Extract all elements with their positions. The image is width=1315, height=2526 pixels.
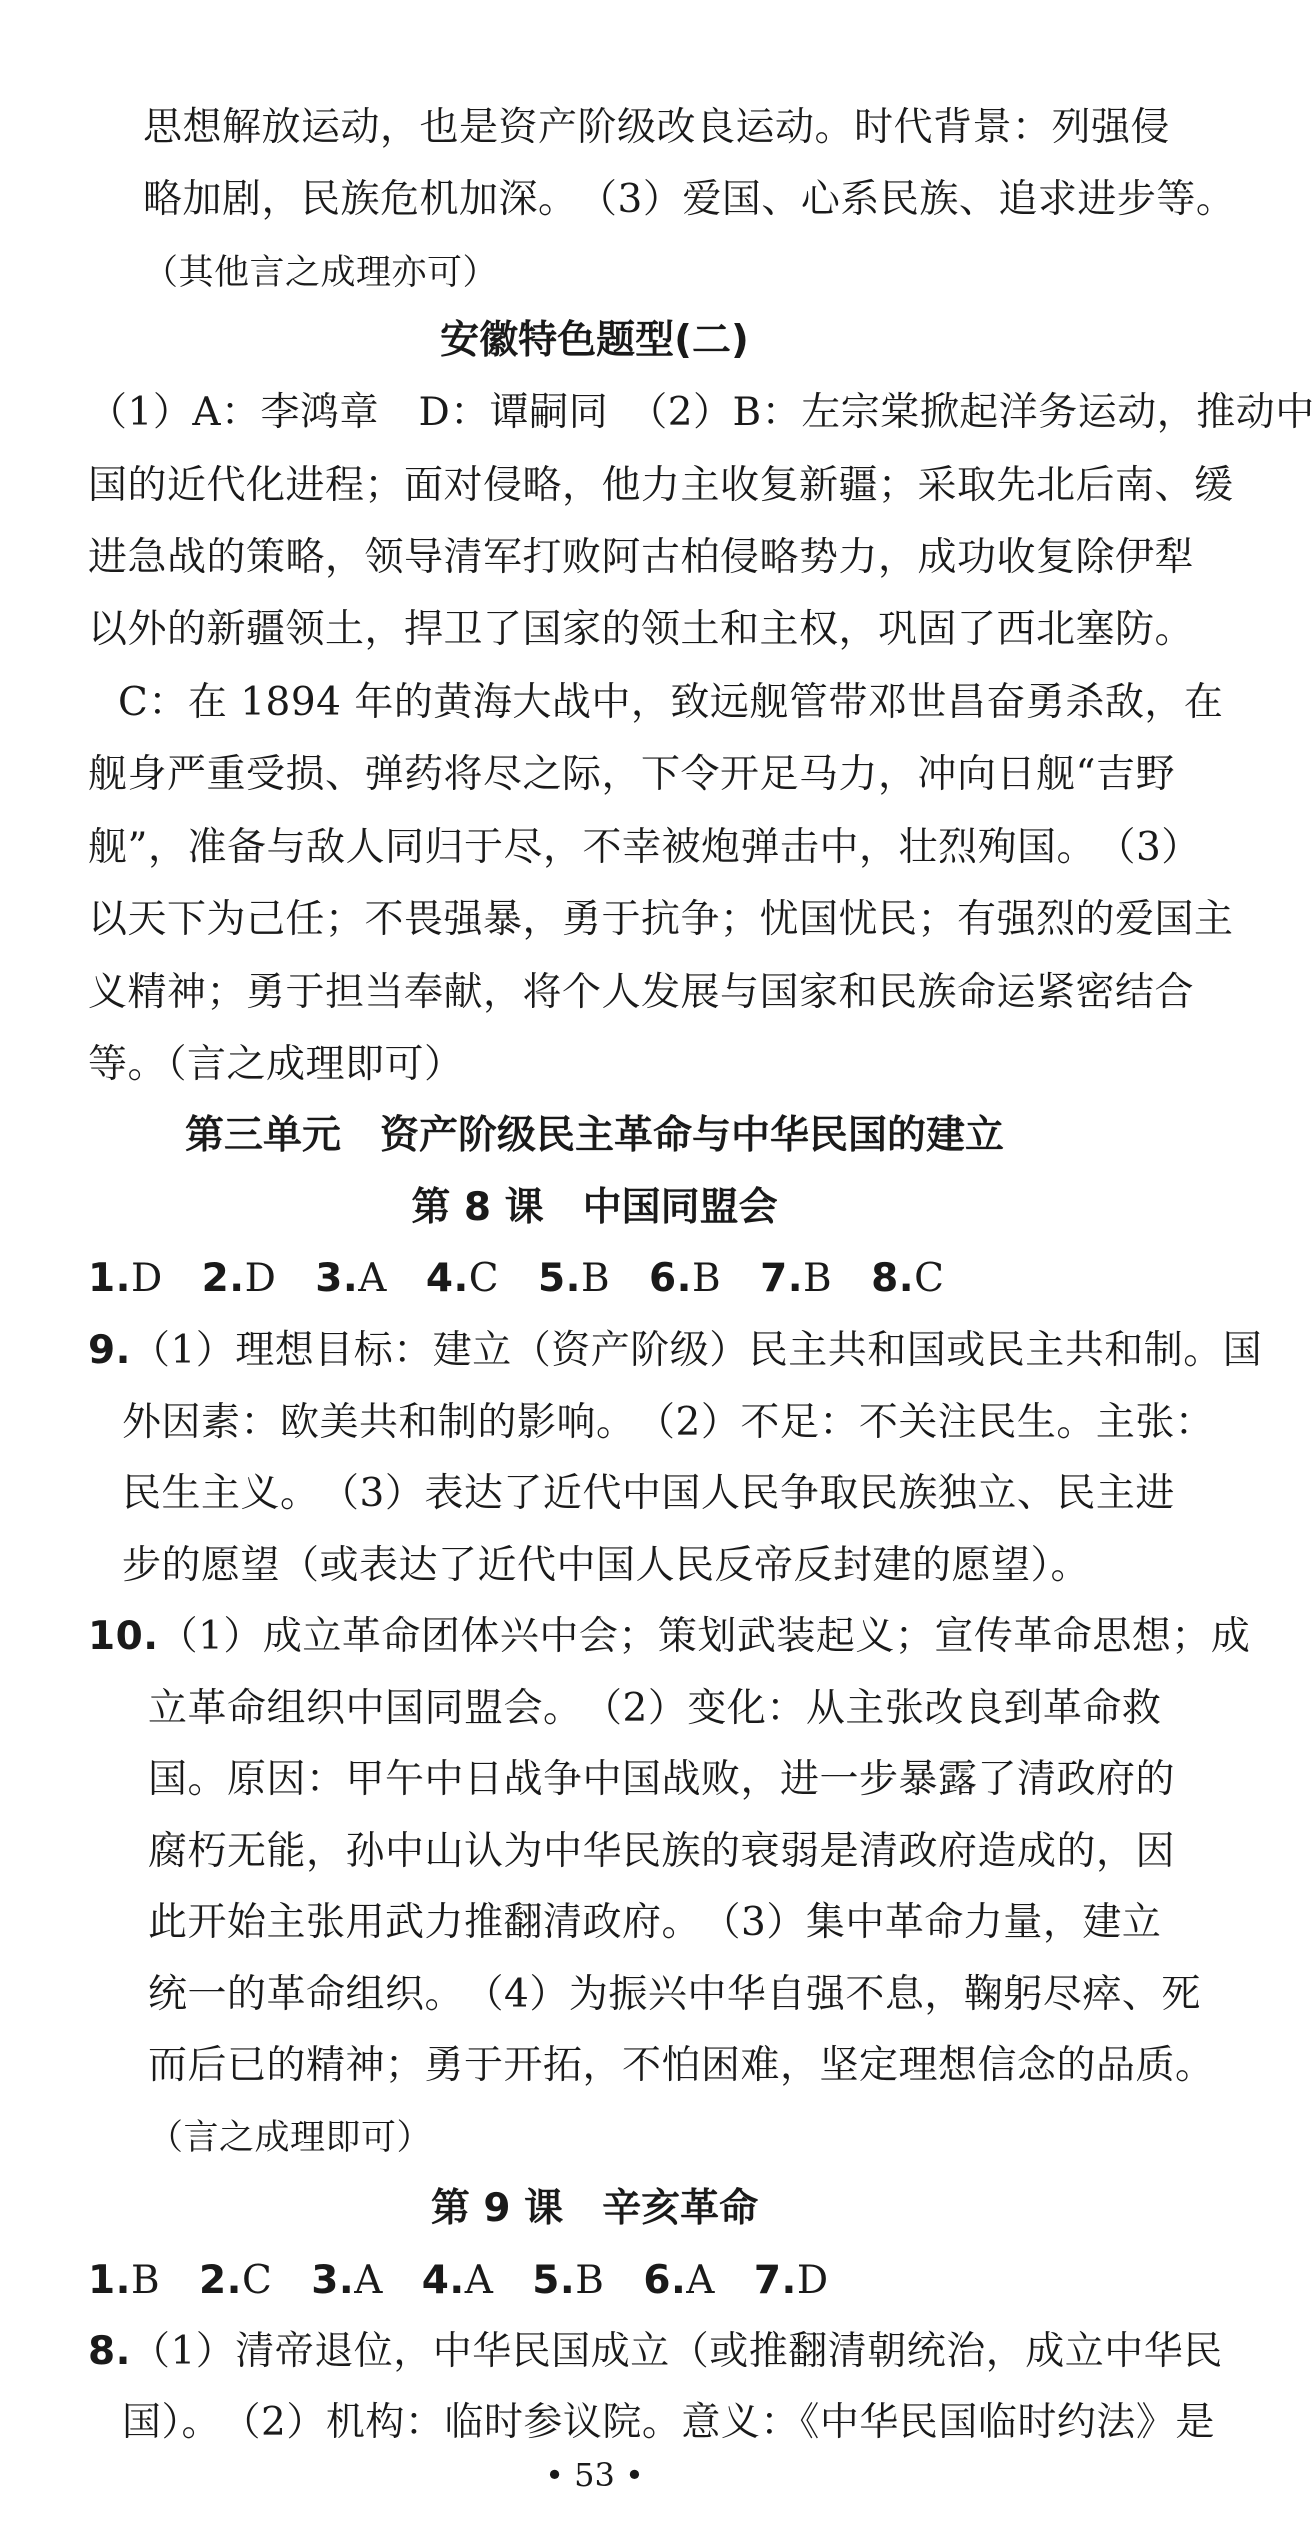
q9-line-3: 民生主义。 （3）表达了近代中国人民争取民族独立、民主进: [122, 1471, 1175, 1516]
q9-number: 9.: [88, 1328, 131, 1373]
q8-line-1: 8.（1）清帝退位，中华民国成立（或推翻清朝统治，成立中华民: [88, 2329, 1223, 2374]
q10-line-7: 而后已的精神；勇于开拓，不怕困难，坚定理想信念的品质。: [148, 2043, 1215, 2088]
lesson-8-title: 第 8 课 中国同盟会: [411, 1185, 778, 1230]
choice-answer: 1.B: [88, 2258, 161, 2303]
q10-line-8: （言之成理即可）: [148, 2118, 433, 2158]
lesson-9-choice-answers: [88, 2253, 1123, 2309]
lesson-9-title: 第 9 课 辛亥革命: [430, 2186, 759, 2231]
q9-line-4: 步的愿望（或表达了近代中国人民反帝反封建的愿望）。: [122, 1543, 1091, 1588]
q10-line-2: 立革命组织中国同盟会。 （2）变化：从主张改良到革命救: [148, 1686, 1162, 1731]
q10-line-1: 10.（1）成立革命团体兴中会；策划武装起义；宣传革命思想；成: [88, 1614, 1251, 1659]
anhui-line-5: C：在 1894 年的黄海大战中，致远舰管带邓世昌奋勇杀敌，在: [118, 680, 1224, 725]
q8-number: 8.: [88, 2329, 131, 2374]
choice-answer: 7.D: [753, 2258, 829, 2303]
choice-answer: 1.D: [88, 1256, 163, 1301]
choice-answer: 2.C: [199, 2258, 273, 2303]
page-number: • 53 •: [545, 2456, 644, 2494]
intro-line-1: 思想解放运动，也是资产阶级改良运动。时代背景：列强侵: [143, 105, 1171, 150]
choice-answer: 7.B: [760, 1256, 833, 1301]
choice-answer: 4.C: [425, 1256, 500, 1301]
intro-line-3: （其他言之成理亦可）: [143, 253, 499, 293]
intro-line-2: 略加剧，民族危机加深。 （3）爱国、心系民族、追求进步等。: [143, 177, 1236, 222]
anhui-line-10: 等。（言之成理即可）: [88, 1042, 464, 1087]
choice-answer: 5.B: [532, 2258, 605, 2303]
q8-line-2: 国）。 （2）机构：临时参议院。意义：《中华民国临时约法》是: [122, 2400, 1215, 2445]
anhui-line-7: 舰”，准备与敌人同归于尽，不幸被炮弹击中，壮烈殉国。 （3）: [88, 825, 1201, 870]
anhui-line-4: 以外的新疆领土，捍卫了国家的领土和主权，巩固了西北塞防。: [88, 607, 1195, 652]
q10-line-6: 统一的革命组织。 （4）为振兴中华自强不息，鞠躬尽瘁、死: [148, 1972, 1201, 2017]
section-title-anhui: 安徽特色题型(二): [440, 318, 749, 363]
anhui-line-1: （1）A：李鸿章 D：谭嗣同 （2）B：左宗棠掀起洋务运动，推动中: [88, 390, 1315, 435]
choice-answer: 5.B: [538, 1256, 611, 1301]
anhui-line-9: 义精神；勇于担当奉献，将个人发展与国家和民族命运紧密结合: [88, 970, 1195, 1015]
choice-answer: 6.A: [643, 2258, 715, 2303]
unit-title: 第三单元 资产阶级民主革命与中华民国的建立: [184, 1113, 1004, 1158]
q10-line-3: 国。原因：甲午中日战争中国战败，进一步暴露了清政府的: [148, 1757, 1176, 1802]
lesson-8-choice-answers: [88, 1251, 1123, 1307]
choice-answer: 4.A: [421, 2258, 494, 2303]
anhui-line-8: 以天下为己任；不畏强暴，勇于抗争；忧国忧民；有强烈的爱国主: [88, 897, 1234, 942]
choice-answer: 3.A: [315, 1256, 387, 1301]
choice-answer: 6.B: [649, 1256, 722, 1301]
choice-answer: 8.C: [871, 1256, 945, 1301]
anhui-line-2: 国的近代化进程；面对侵略，他力主收复新疆；采取先北后南、缓: [88, 463, 1234, 508]
q9-line-1: 9.（1）理想目标：建立（资产阶级）民主共和国或民主共和制。国: [88, 1328, 1263, 1373]
choice-answer: 3.A: [311, 2258, 383, 2303]
choice-answer: 2.D: [201, 1256, 277, 1301]
q10-line-5: 此开始主张用武力推翻清政府。 （3）集中革命力量，建立: [148, 1900, 1162, 1945]
q10-line-4: 腐朽无能，孙中山认为中华民族的衰弱是清政府造成的，因: [148, 1829, 1176, 1874]
anhui-line-3: 进急战的策略，领导清军打败阿古柏侵略势力，成功收复除伊犁: [88, 535, 1195, 580]
q10-number: 10.: [88, 1614, 159, 1659]
q9-line-2: 外因素：欧美共和制的影响。 （2）不足：不关注民生。主张：: [122, 1400, 1215, 1445]
anhui-line-6: 舰身严重受损、弹药将尽之际，下令开足马力，冲向日舰“吉野: [88, 752, 1175, 797]
